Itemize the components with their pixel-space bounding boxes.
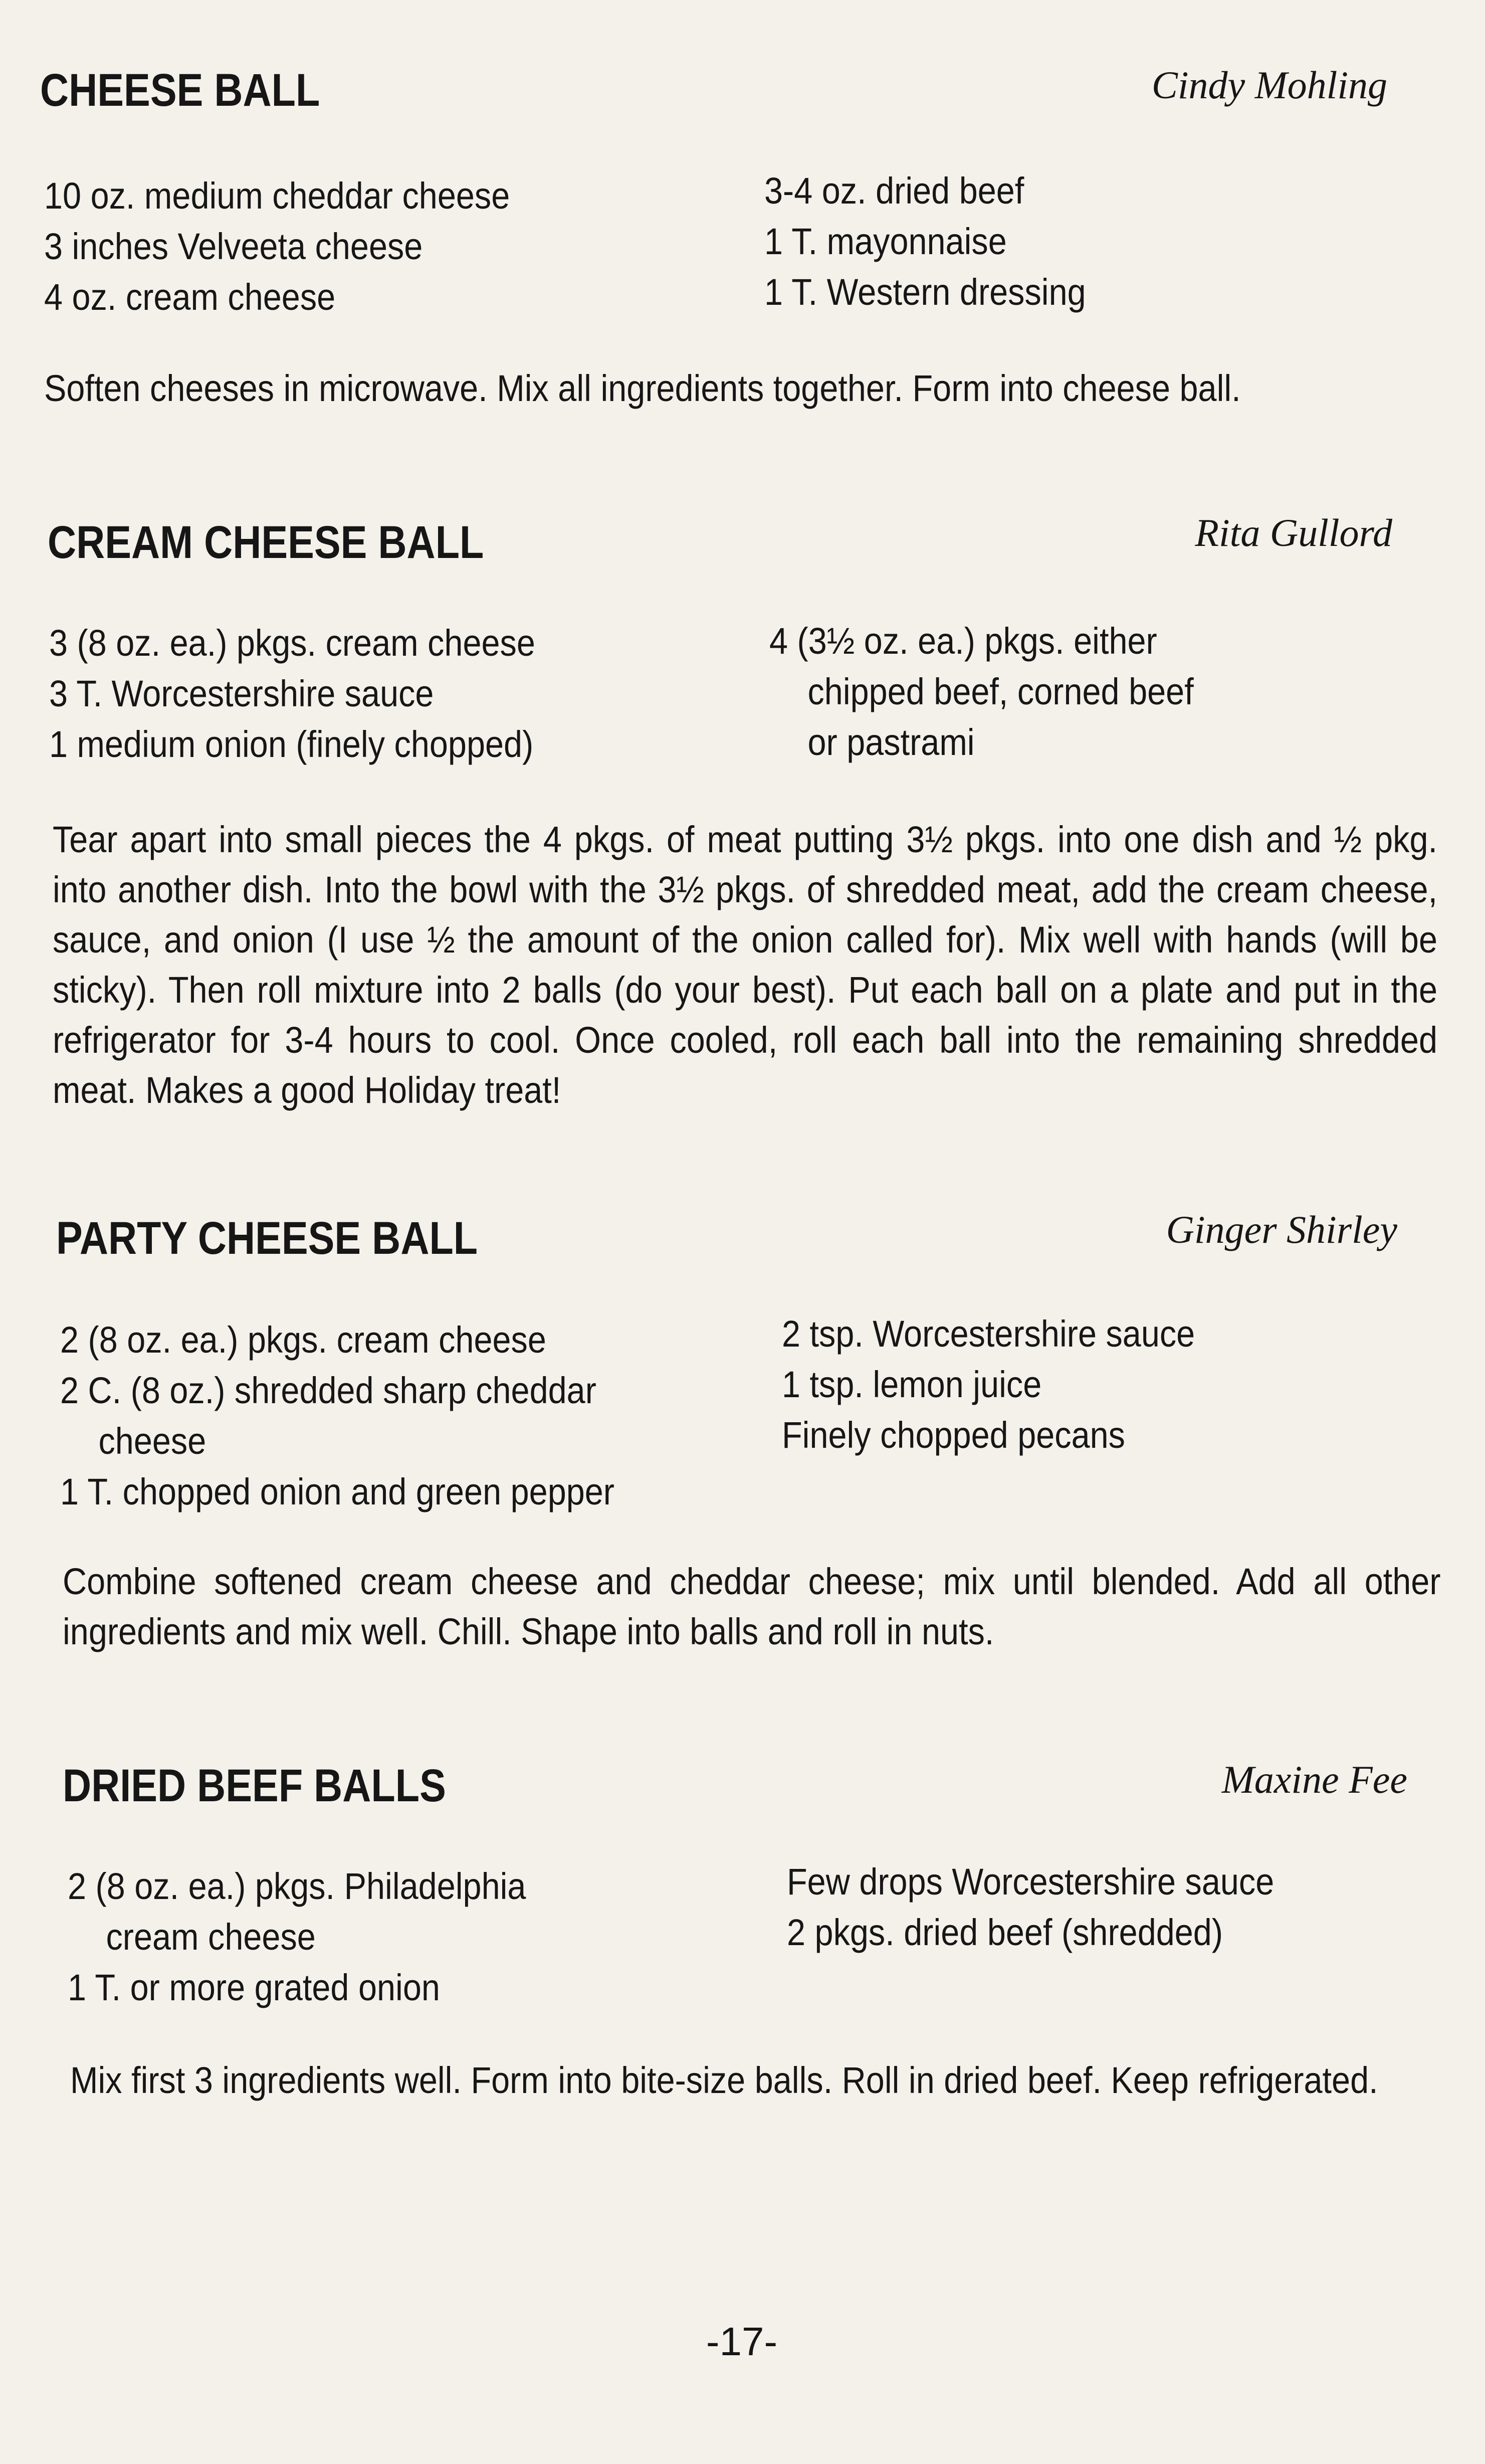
ingredient-item: 3 inches Velveeta cheese [44, 226, 423, 267]
ingredient-item: 1 T. mayonnaise [764, 221, 1007, 262]
recipe-instructions: Mix first 3 ingredients well. Form into bite-size balls. Roll in dried beef. Keep refrigerated. [70, 2059, 1378, 2101]
ingredient-item: 1 medium onion (finely chopped) [49, 723, 534, 765]
ingredient-item: 2 (8 oz. ea.) pkgs. Philadelphia [68, 1865, 526, 1907]
ingredient-item: 3-4 oz. dried beef [764, 170, 1024, 212]
ingredients-right [764, 165, 1086, 317]
ingredient-item: 1 T. Western dressing [764, 271, 1086, 313]
ingredients-right [769, 616, 1194, 768]
ingredient-item: 2 (8 oz. ea.) pkgs. cream cheese [60, 1319, 546, 1361]
ingredients-right [782, 1308, 1195, 1460]
ingredient-item: 4 oz. cream cheese [44, 276, 336, 318]
ingredients-right [787, 1856, 1274, 1958]
recipe-title: CHEESE BALL [40, 65, 320, 116]
ingredient-item: 1 T. or more grated onion [68, 1967, 440, 2008]
recipe-instructions: Soften cheeses in microwave. Mix all ingredients together. Form into cheese ball. [44, 367, 1241, 409]
ingredients-left [49, 618, 535, 770]
ingredient-item: 3 (8 oz. ea.) pkgs. cream cheese [49, 622, 535, 664]
ingredient-item: 3 T. Worcestershire sauce [49, 673, 434, 714]
ingredient-item: chipped beef, corned beef [807, 671, 1194, 712]
recipe-title: DRIED BEEF BALLS [63, 1760, 446, 1811]
page-number: -17- [706, 2319, 778, 2364]
ingredients-left [68, 1861, 526, 2013]
ingredients-left [44, 170, 510, 322]
ingredient-item: Few drops Worcestershire sauce [787, 1861, 1275, 1903]
ingredient-item: or pastrami [807, 721, 975, 763]
ingredient-item: Finely chopped pecans [782, 1414, 1125, 1456]
recipe-title: PARTY CHEESE BALL [56, 1213, 478, 1264]
recipe-author: Ginger Shirley [1166, 1208, 1397, 1251]
recipe-instructions: Tear apart into small pieces the 4 pkgs. of meat putting 3½ pkgs. into one dish and ½ pkg. into another dish. Into the bowl with the 3½ pkgs. of shredded meat, add the cream cheese, sauce, and onion (I use ½ the amount of the onion called for). Mix well with hands (will be sticky). Then roll mixture into 2 balls (do your best). Put each ball on a plate and put in the refrigerator for 3-4 hours to cool. Once cooled, roll each ball into the remaining shredded meat. Makes a good Holiday treat! [53, 819, 1437, 1111]
ingredient-item: 1 T. chopped onion and green pepper [60, 1471, 615, 1512]
recipe-author: Rita Gullord [1195, 511, 1392, 554]
recipe-instructions: Combine softened cream cheese and cheddar cheese; mix until blended. Add all other ingredients and mix well. Chill. Shape into balls and roll in nuts. [63, 1561, 1441, 1652]
ingredient-item: 1 tsp. lemon juice [782, 1364, 1042, 1405]
ingredient-item: cheese [98, 1420, 206, 1462]
ingredient-item: 2 tsp. Worcestershire sauce [782, 1313, 1195, 1355]
ingredient-item: 4 (3½ oz. ea.) pkgs. either [769, 620, 1157, 662]
ingredients-left [60, 1314, 614, 1517]
recipe-author: Maxine Fee [1221, 1758, 1407, 1801]
ingredient-item: 10 oz. medium cheddar cheese [44, 175, 510, 217]
recipe-author: Cindy Mohling [1151, 63, 1387, 107]
ingredient-item: cream cheese [106, 1916, 316, 1958]
recipe-title: CREAM CHEESE BALL [48, 517, 484, 568]
ingredient-item: 2 pkgs. dried beef (shredded) [787, 1912, 1223, 1953]
ingredient-item: 2 C. (8 oz.) shredded sharp cheddar [60, 1370, 596, 1411]
